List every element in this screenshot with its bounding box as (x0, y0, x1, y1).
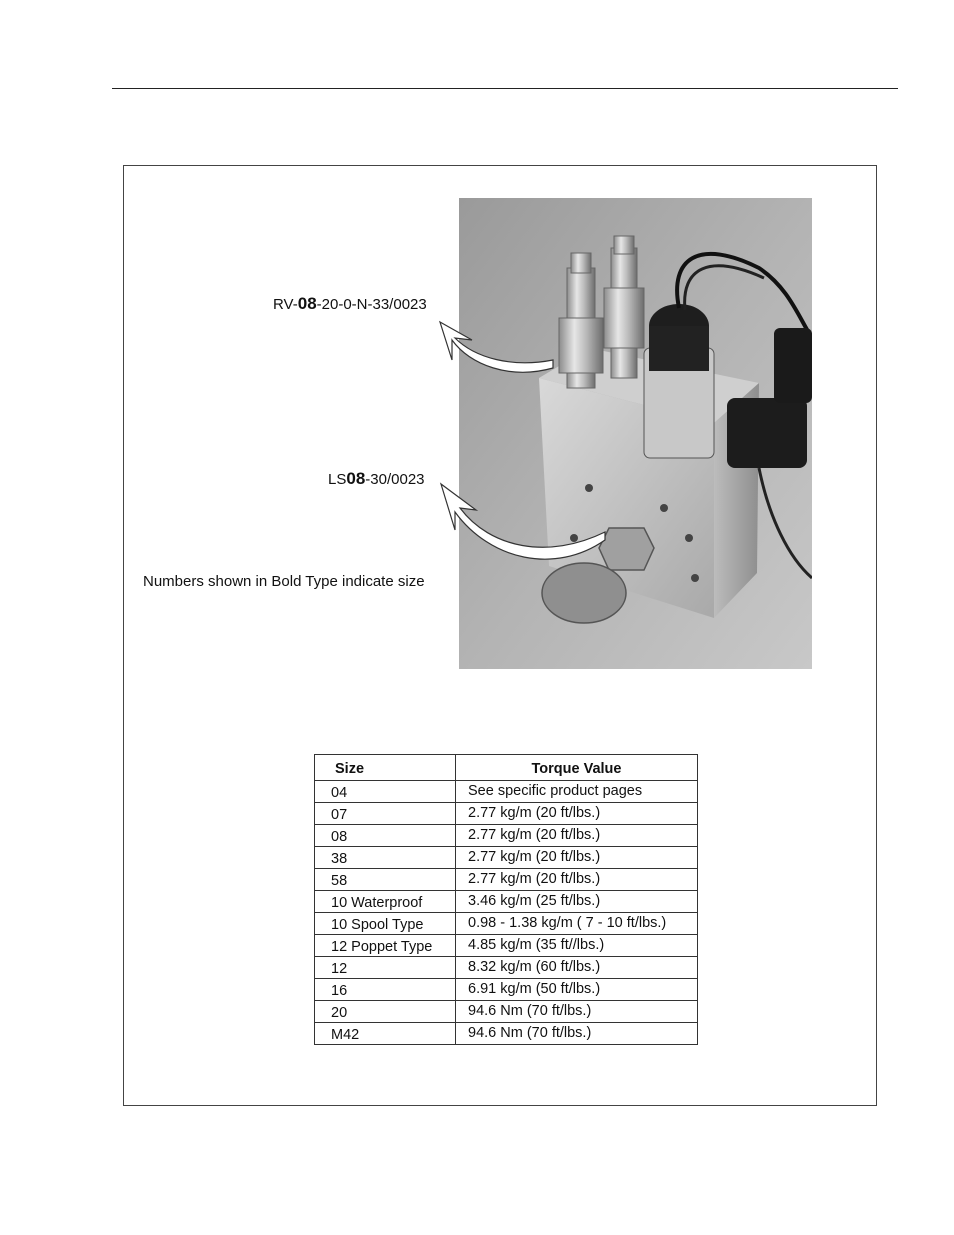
callout-rv-suffix: -20-0-N-33/0023 (316, 296, 427, 313)
table-row (315, 979, 698, 1001)
torque-cell: 8.32 kg/m (60 ft/lbs.) (456, 957, 698, 979)
torque-header: Torque Value (456, 755, 698, 781)
torque-cell: 2.77 kg/m (20 ft/lbs.) (456, 825, 698, 847)
size-header: Size (315, 755, 456, 781)
size-cell: 12 (315, 957, 456, 979)
size-cell: 08 (315, 825, 456, 847)
table-row (315, 847, 698, 869)
table-row (315, 1023, 698, 1045)
torque-cell: 94.6 Nm (70 ft/lbs.) (456, 1023, 698, 1045)
size-cell: 16 (315, 979, 456, 1001)
size-cell: 20 (315, 1001, 456, 1023)
size-cell: 58 (315, 869, 456, 891)
size-cell: 12 Poppet Type (315, 935, 456, 957)
torque-cell: 2.77 kg/m (20 ft/lbs.) (456, 803, 698, 825)
torque-cell: 0.98 - 1.38 kg/m ( 7 - 10 ft/lbs.) (456, 913, 698, 935)
torque-cell: 3.46 kg/m (25 ft/lbs.) (456, 891, 698, 913)
callout-ls-part-number (328, 469, 425, 489)
torque-cell: 2.77 kg/m (20 ft/lbs.) (456, 869, 698, 891)
callout-rv-part-number (273, 294, 427, 314)
table-row (315, 1001, 698, 1023)
callout-rv-size: 08 (297, 294, 317, 313)
header-rule (112, 88, 898, 89)
callout-ls-size: 08 (346, 469, 366, 488)
table-row (315, 891, 698, 913)
size-cell: 10 Waterproof (315, 891, 456, 913)
size-cell: 07 (315, 803, 456, 825)
torque-cell: 2.77 kg/m (20 ft/lbs.) (456, 847, 698, 869)
torque-cell: 94.6 Nm (70 ft/lbs.) (456, 1001, 698, 1023)
size-cell: 10 Spool Type (315, 913, 456, 935)
table-row (315, 957, 698, 979)
torque-cell: See specific product pages (456, 781, 698, 803)
table-row (315, 825, 698, 847)
size-cell: 04 (315, 781, 456, 803)
table-header-row (315, 755, 698, 781)
torque-table (314, 754, 698, 1045)
callout-rv-prefix: RV- (273, 296, 298, 313)
torque-cell: 4.85 kg/m (35 ft//lbs.) (456, 935, 698, 957)
torque-cell: 6.91 kg/m (50 ft/lbs.) (456, 979, 698, 1001)
callout-ls-suffix: -30/0023 (365, 471, 425, 488)
table-row (315, 781, 698, 803)
callout-ls-prefix: LS (328, 471, 347, 488)
table-row (315, 935, 698, 957)
size-cell: 38 (315, 847, 456, 869)
size-cell: M42 (315, 1023, 456, 1045)
table-row (315, 803, 698, 825)
valve-block-photo (459, 198, 812, 669)
table-row (315, 869, 698, 891)
table-row (315, 913, 698, 935)
bold-type-note: Numbers shown in Bold Type indicate size (143, 573, 425, 590)
